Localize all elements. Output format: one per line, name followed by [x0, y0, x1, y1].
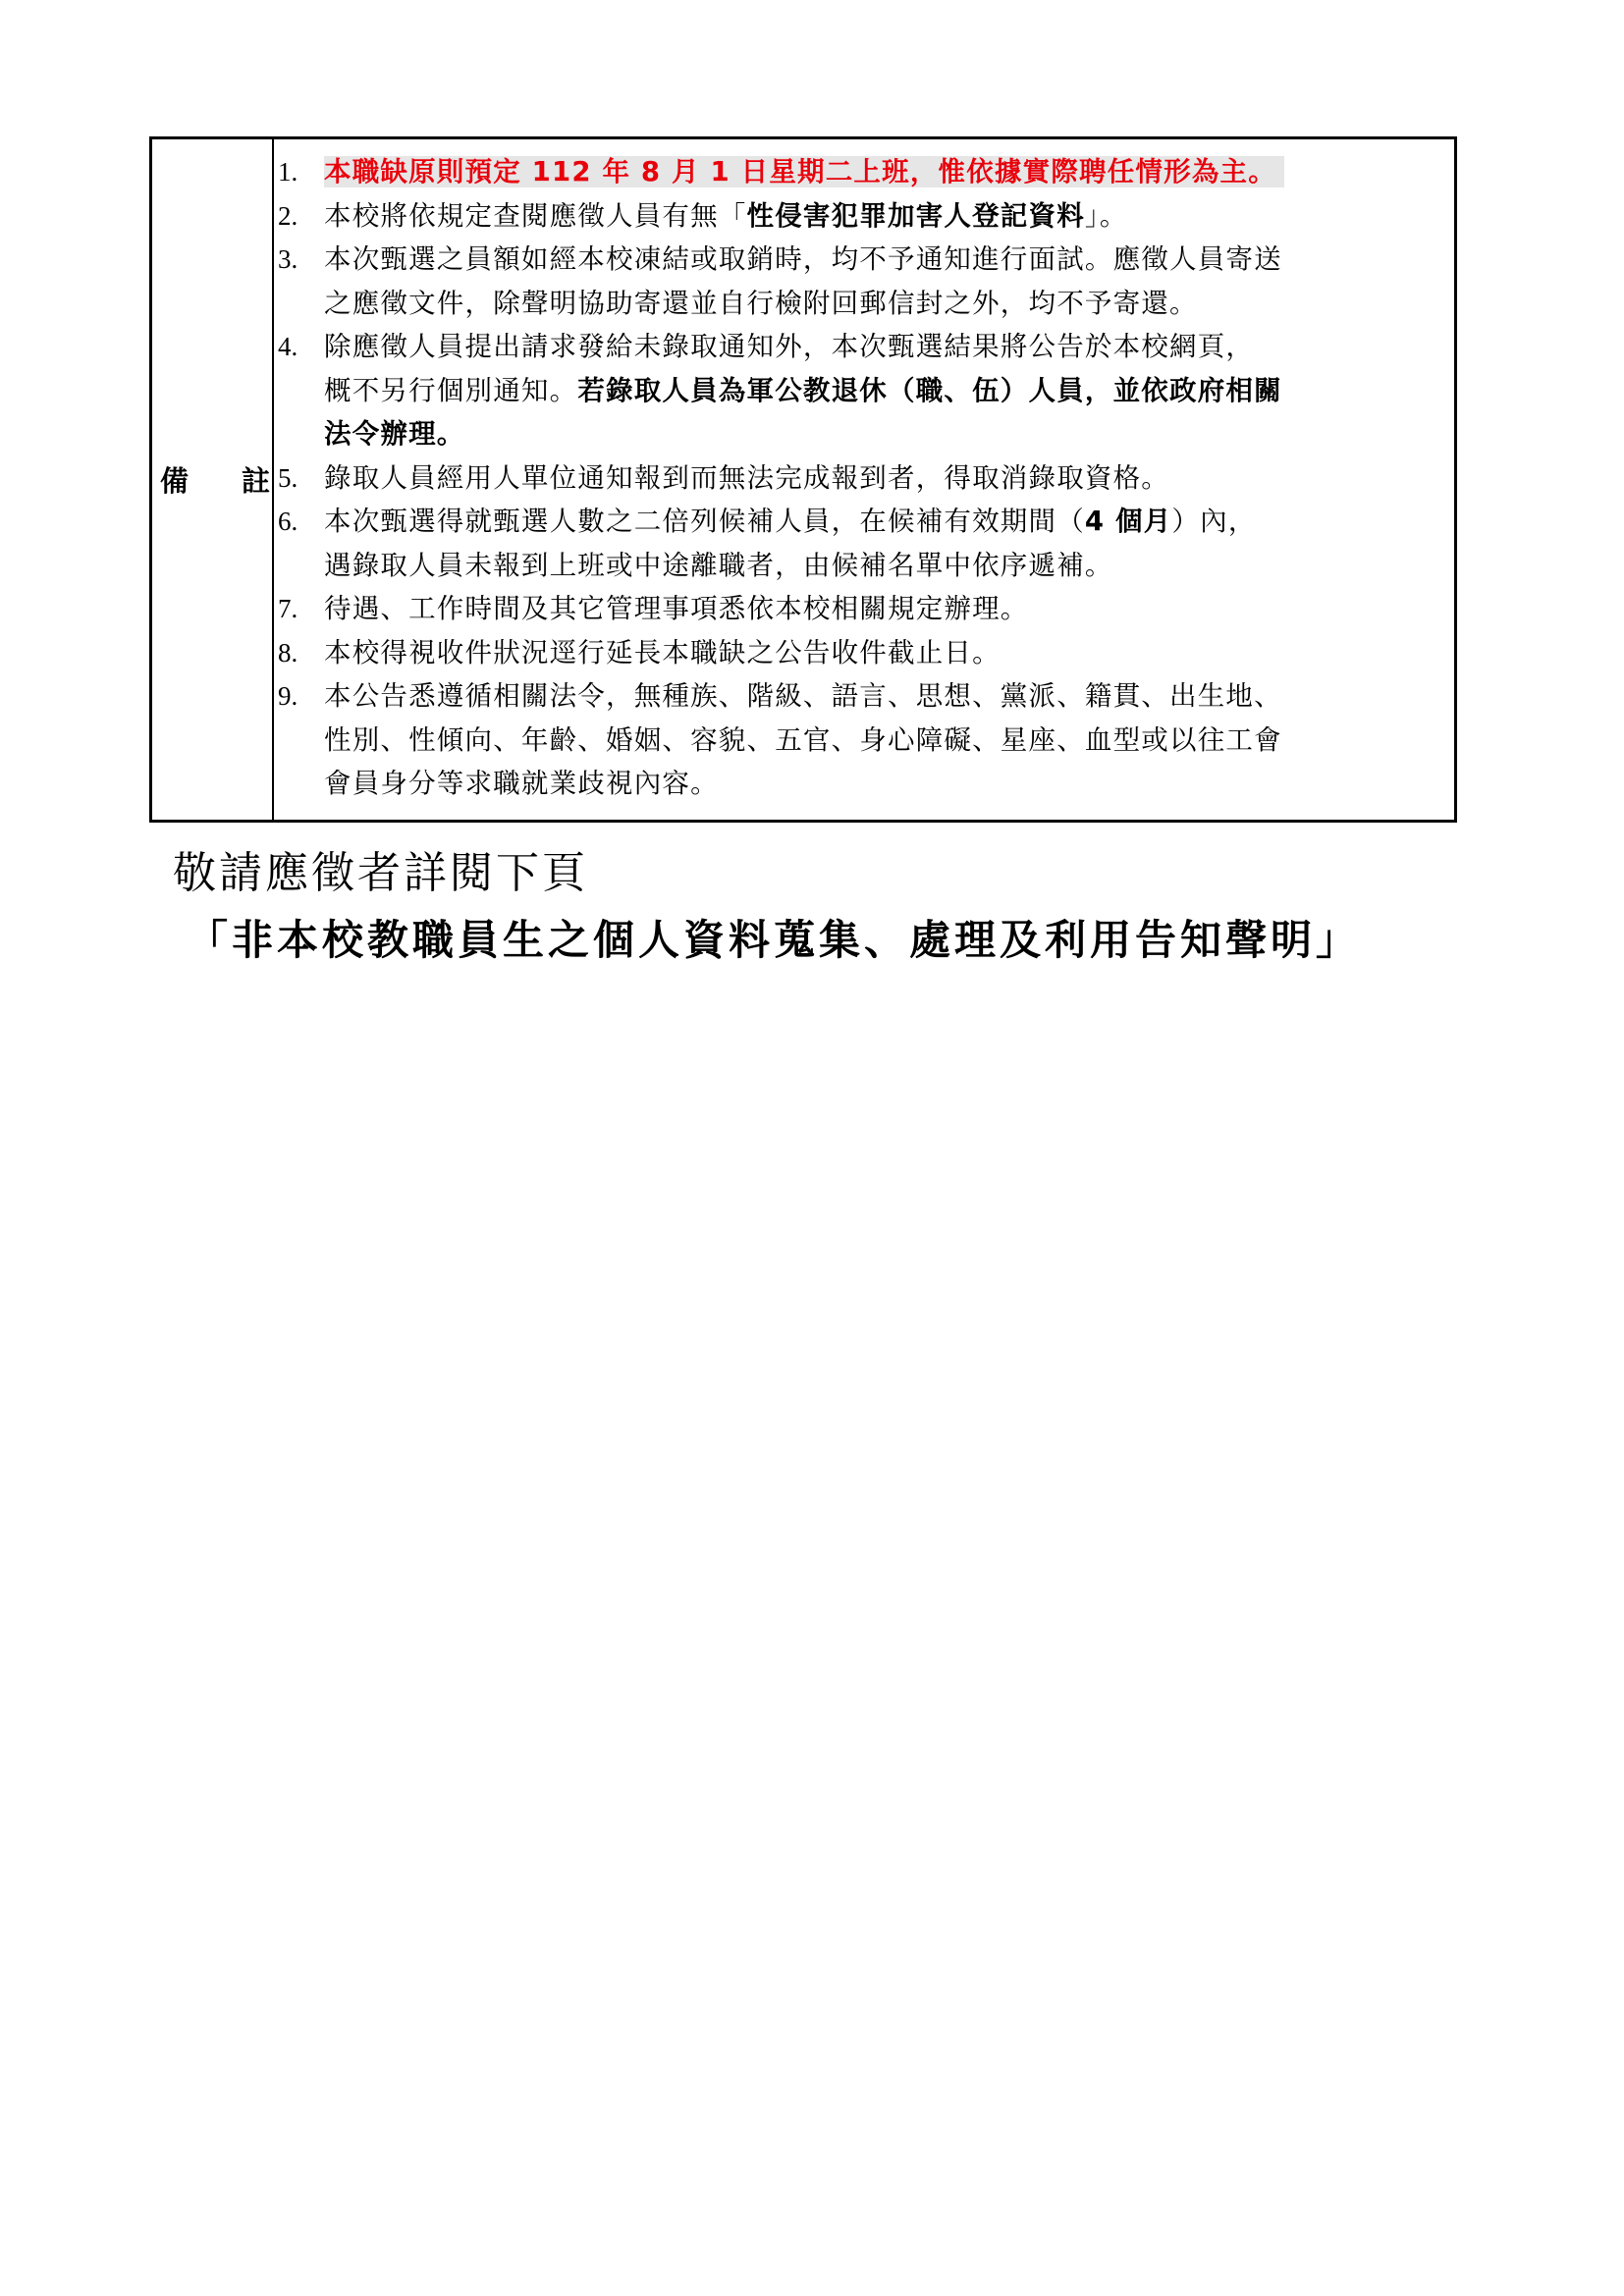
remark-text-segment: 本校得視收件狀況逕行延長本職缺之公告收件截止日。: [324, 636, 1001, 668]
remark-item-line: [274, 325, 1458, 369]
remarks-list: [274, 150, 1458, 806]
remark-item-text: [324, 631, 1001, 675]
remark-emphasis-text: 若錄取人員為軍公教退休（職、伍）人員，並依政府相關: [577, 374, 1282, 406]
remark-item-text: [324, 238, 1282, 282]
remark-item-text: [324, 282, 1198, 326]
remark-item-text: [324, 456, 1169, 501]
remark-item-number: 2.: [278, 200, 298, 231]
remarks-label-cell: [152, 139, 274, 820]
remark-text-segment: 之應徵文件，除聲明協助寄還並自行檢附回郵信封之外，均不予寄還。: [324, 287, 1198, 319]
remark-text-segment: 」。: [1084, 199, 1128, 232]
remark-item-line: [274, 762, 1458, 806]
remark-item-line: [274, 719, 1458, 763]
remark-item-text: [324, 500, 1257, 544]
remark-item-text: [324, 369, 1282, 413]
remark-item-number: 9.: [278, 681, 298, 711]
remark-item-text: [324, 719, 1282, 763]
remark-item-line: [274, 674, 1458, 719]
remark-item-line: [274, 544, 1458, 588]
remark-item-line: [274, 500, 1458, 544]
remark-item-number: 1.: [278, 157, 298, 187]
remark-text-segment: ）內，: [1171, 506, 1257, 537]
remark-text-segment: 本次甄選之員額如經本校凍結或取銷時，均不予通知進行面試。應徵人員寄送: [324, 243, 1282, 275]
remark-item-number: 6.: [278, 507, 298, 536]
remark-item-number: 5.: [278, 462, 298, 493]
read-next-page-notice: 敬請應徵者詳閱下頁: [173, 848, 588, 898]
remark-text-segment: 待遇、工作時間及其它管理事項悉依本校相關規定辦理。: [324, 593, 1029, 624]
remark-item-line: [274, 369, 1458, 413]
remark-text-segment: 性別、性傾向、年齡、婚姻、容貌、五官、身心障礙、星座、血型或以往工會: [324, 723, 1282, 756]
remark-item-line: [274, 631, 1458, 675]
remark-text-segment: 本校將依規定查閱應徵人員有無「: [324, 199, 747, 232]
remark-emphasis-text: 性侵害犯罪加害人登記資料: [746, 199, 1085, 232]
remark-item-number: 3.: [278, 244, 298, 274]
remarks-label-right: 註: [241, 464, 270, 498]
remark-item-line: [274, 282, 1458, 326]
remark-item-text: [324, 325, 1254, 369]
remark-item-line: [274, 150, 1458, 194]
remark-highlighted-text: 本職缺原則預定 112 年 8 月 1 日星期二上班，惟依據實際聘任情形為主。: [324, 156, 1284, 187]
remark-item-text: [324, 412, 465, 456]
remark-text-segment: 遇錄取人員未報到上班或中途離職者，由候補名單中依序遞補。: [324, 549, 1113, 581]
remark-item-number: 7.: [278, 594, 298, 623]
remark-item-text: [324, 762, 719, 806]
remark-item-line: [274, 456, 1458, 501]
remark-item-text: [324, 544, 1113, 588]
remark-text-segment: 概不另行個別通知。: [324, 374, 578, 406]
remarks-label-left: 備: [160, 464, 189, 498]
remark-emphasis-text: 4 個月: [1084, 506, 1172, 537]
remark-text-segment: 錄取人員經用人單位通知報到而無法完成報到者，得取消錄取資格。: [324, 461, 1169, 494]
remark-item-line: [274, 194, 1458, 239]
remark-text-segment: 本次甄選得就甄選人數之二倍列候補人員，在候補有效期間（: [324, 506, 1085, 537]
remark-text-segment: 除應徵人員提出請求發給未錄取通知外，本次甄選結果將公告於本校網頁，: [324, 331, 1255, 362]
privacy-statement-title: 「非本校教職員生之個人資料蒐集、處理及利用告知聲明」: [187, 916, 1362, 964]
remark-item-line: [274, 412, 1458, 456]
remark-item-line: [274, 238, 1458, 282]
remark-emphasis-text: 法令辦理。: [324, 418, 465, 450]
remark-item-text: [324, 674, 1282, 719]
remark-item-text: [324, 150, 1284, 194]
remark-item-text: [324, 194, 1128, 239]
remark-text-segment: 會員身分等求職就業歧視內容。: [324, 768, 719, 799]
remark-item-text: [324, 587, 1029, 631]
remark-text-segment: 本公告悉遵循相關法令，無種族、階級、語言、思想、黨派、籍貫、出生地、: [324, 680, 1282, 712]
remark-item-line: [274, 587, 1458, 631]
remarks-table: [149, 136, 1457, 823]
remark-item-number: 8.: [278, 637, 298, 667]
remarks-content-cell: [274, 139, 1454, 820]
remark-item-number: 4.: [278, 332, 298, 361]
remarks-label: [160, 459, 270, 500]
